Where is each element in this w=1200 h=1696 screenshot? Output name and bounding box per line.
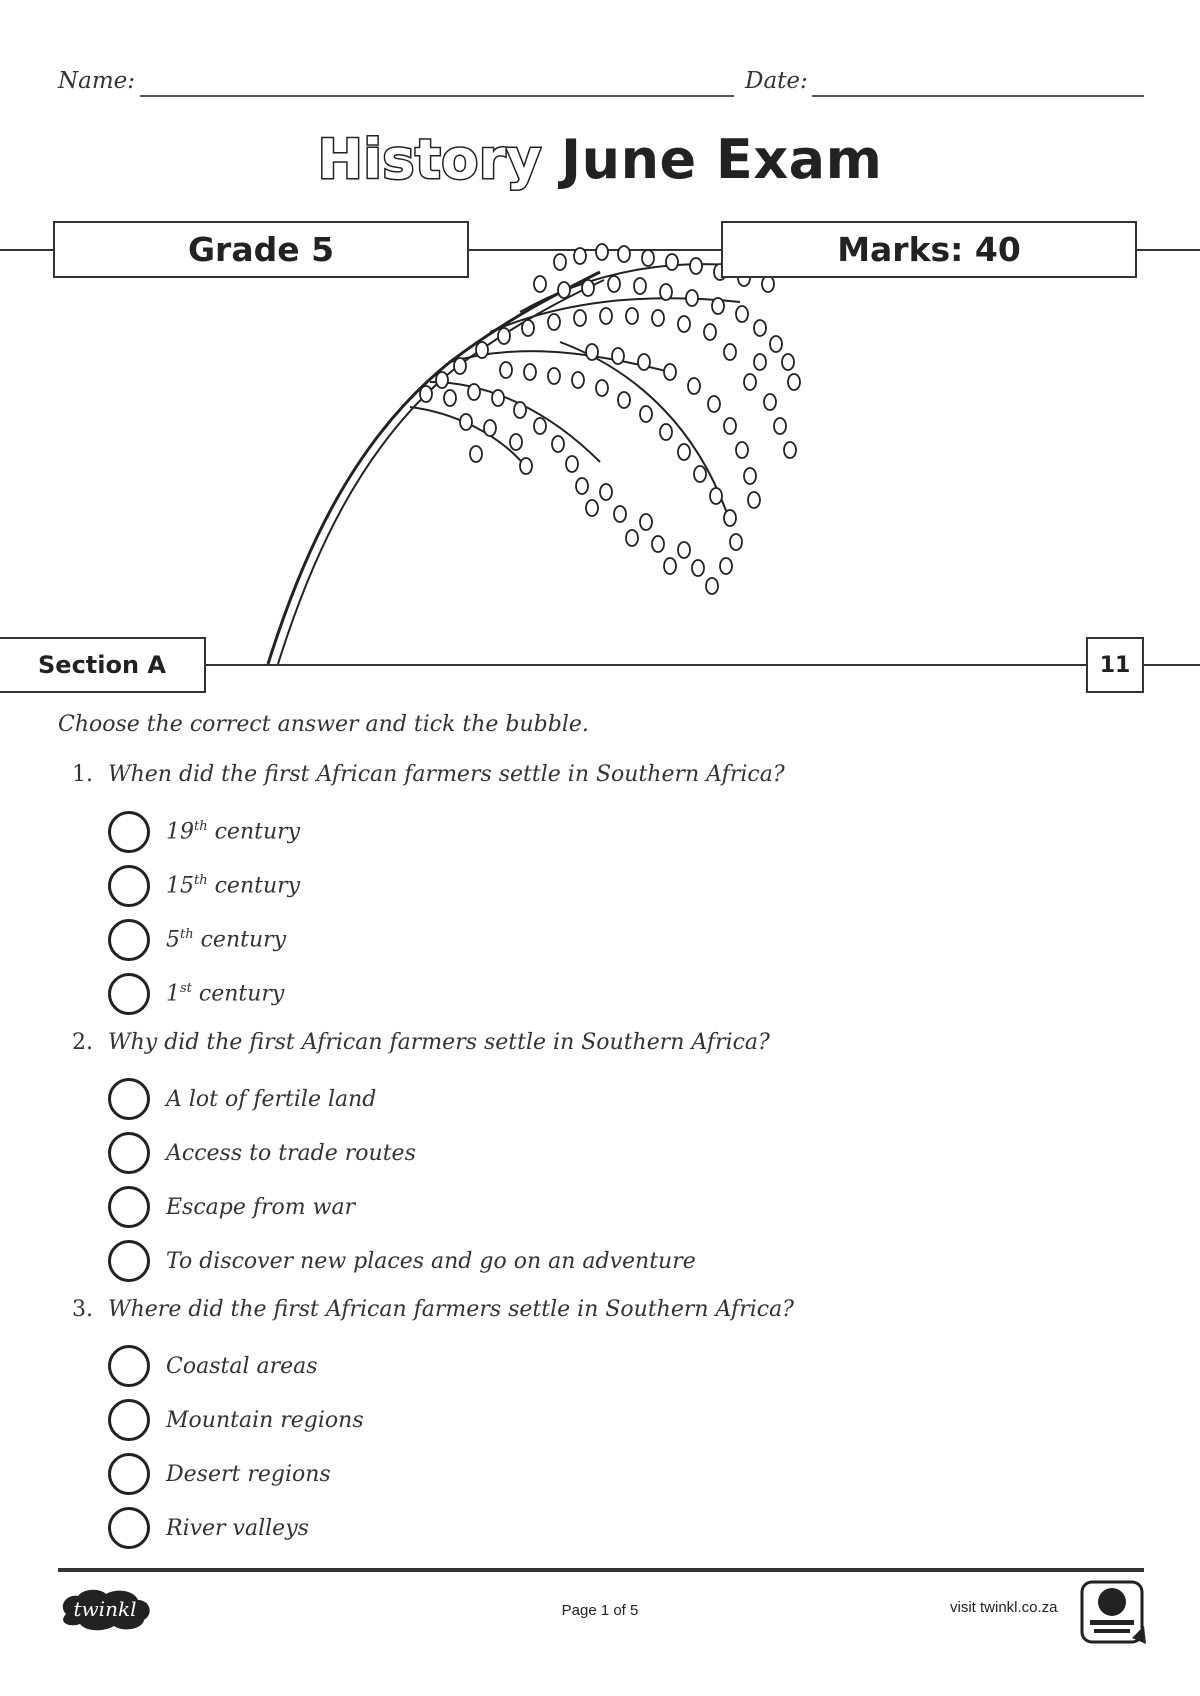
option-label: Access to trade routes xyxy=(166,1140,416,1166)
section-label-box: Section A xyxy=(0,637,206,693)
bubble-radio[interactable] xyxy=(108,1240,150,1282)
question-number: 1. xyxy=(72,762,93,787)
marks-box: Marks: 40 xyxy=(721,221,1137,278)
question-text: Where did the first African farmers settle in Southern Africa? xyxy=(108,1297,794,1322)
question-text: When did the first African farmers settle in Southern Africa? xyxy=(108,762,785,787)
quality-badge-icon xyxy=(1078,1578,1148,1648)
question-number: 2. xyxy=(72,1030,93,1055)
twinkl-logo-text: twinkl xyxy=(73,1597,137,1621)
page-number: Page 1 of 5 xyxy=(561,1602,639,1619)
option-label: 5th century xyxy=(166,927,287,953)
name-label: Name: xyxy=(58,68,136,94)
bubble-radio[interactable] xyxy=(108,811,150,853)
bubble-radio[interactable] xyxy=(108,1453,150,1495)
option-label: Desert regions xyxy=(166,1461,331,1487)
title-history: History xyxy=(317,128,542,191)
question-number: 3. xyxy=(72,1297,93,1322)
instructions: Choose the correct answer and tick the bubble. xyxy=(58,712,589,737)
option-label: Coastal areas xyxy=(166,1353,318,1379)
option-q3-b[interactable] xyxy=(108,1398,364,1442)
question-3 xyxy=(72,1297,794,1322)
question-text: Why did the first African farmers settle in Southern Africa? xyxy=(108,1030,770,1055)
bubble-radio[interactable] xyxy=(108,919,150,961)
option-label: Mountain regions xyxy=(166,1407,364,1433)
bubble-radio[interactable] xyxy=(108,1507,150,1549)
question-1 xyxy=(72,762,785,787)
footer-rule xyxy=(58,1568,1144,1572)
option-label: 15th century xyxy=(166,873,301,899)
option-label: 1st century xyxy=(166,981,285,1007)
bubble-radio[interactable] xyxy=(108,1345,150,1387)
option-label: A lot of fertile land xyxy=(166,1086,377,1112)
name-date-row xyxy=(58,68,1144,98)
option-q3-c[interactable] xyxy=(108,1452,331,1496)
section-score-box: 11 xyxy=(1086,637,1144,693)
date-field[interactable] xyxy=(812,95,1144,97)
page-title xyxy=(0,128,1200,191)
question-2 xyxy=(72,1030,770,1055)
option-label: Escape from war xyxy=(166,1194,356,1220)
option-q3-a[interactable] xyxy=(108,1344,318,1388)
option-q1-a[interactable] xyxy=(108,810,300,854)
bubble-radio[interactable] xyxy=(108,865,150,907)
bubble-radio[interactable] xyxy=(108,1399,150,1441)
title-june-exam: June Exam xyxy=(561,128,883,191)
option-q2-b[interactable] xyxy=(108,1131,416,1175)
bubble-radio[interactable] xyxy=(108,973,150,1015)
option-q3-d[interactable] xyxy=(108,1506,309,1550)
option-q2-d[interactable] xyxy=(108,1239,696,1283)
visit-link[interactable]: visit twinkl.co.za xyxy=(950,1599,1058,1616)
grade-box: Grade 5 xyxy=(53,221,469,278)
option-q1-c[interactable] xyxy=(108,918,286,962)
option-q1-d[interactable] xyxy=(108,972,284,1016)
bubble-radio[interactable] xyxy=(108,1078,150,1120)
option-q2-a[interactable] xyxy=(108,1077,376,1121)
option-q2-c[interactable] xyxy=(108,1185,355,1229)
option-label: To discover new places and go on an adventure xyxy=(166,1248,696,1274)
date-label: Date: xyxy=(745,68,808,94)
sorghum-illustration xyxy=(260,232,900,672)
bubble-radio[interactable] xyxy=(108,1186,150,1228)
option-q1-b[interactable] xyxy=(108,864,300,908)
option-label: 19th century xyxy=(166,819,301,845)
bubble-radio[interactable] xyxy=(108,1132,150,1174)
name-field[interactable] xyxy=(140,95,734,97)
option-label: River valleys xyxy=(166,1515,309,1541)
